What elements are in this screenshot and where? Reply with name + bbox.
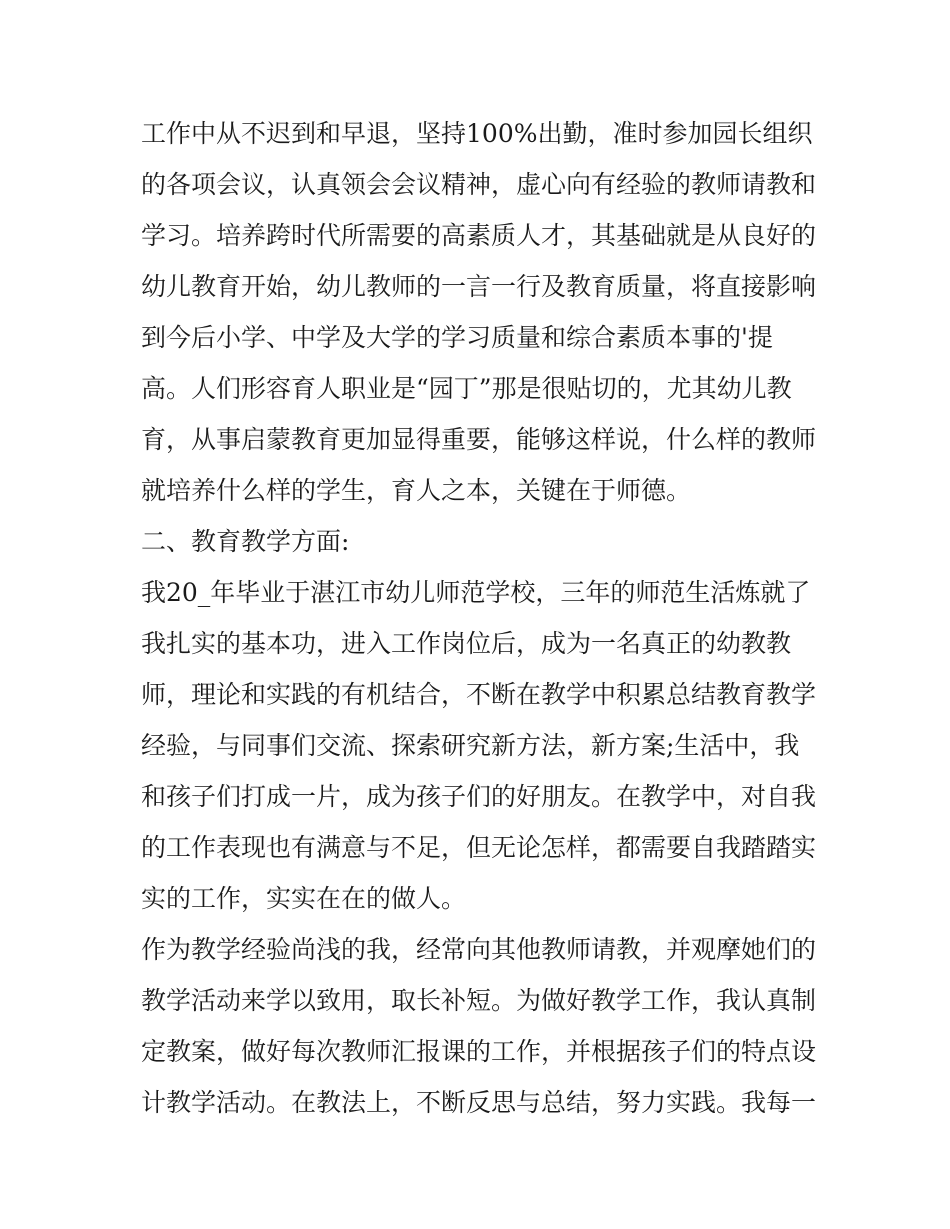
text-line: 计教学活动。在教法上，不断反思与总结，努力实践。我每一 [141, 1088, 817, 1117]
body-text [141, 108, 831, 1128]
text-line: 到今后小学、中学及大学的学习质量和综合素质本事的'提 [141, 323, 773, 352]
text-line: 的各项会议，认真领会会议精神，虚心向有经验的教师请教和 [141, 170, 817, 199]
text-line: 我20_年毕业于湛江市幼儿师范学校，三年的师范生活炼就了 [141, 578, 811, 607]
text-line: 育，从事启蒙教育更加显得重要，能够这样说，什么样的教师 [141, 425, 817, 454]
text-line: 高。人们形容育人职业是“园丁”那是很贴切的，尤其幼儿教 [141, 374, 792, 403]
text-line: 经验，与同事们交流、探索研究新方法，新方案;生活中，我 [141, 731, 800, 760]
text-line: 就培养什么样的学生，育人之本，关键在于师德。 [141, 476, 692, 505]
section-heading: 二、教育教学方面: [141, 527, 350, 556]
text-line: 幼儿教育开始，幼儿教师的一言一行及教育质量，将直接影响 [141, 272, 817, 301]
text-line: 和孩子们打成一片，成为孩子们的好朋友。在教学中，对自我 [141, 782, 817, 811]
text-line: 我扎实的基本功，进入工作岗位后，成为一名真正的幼教教 [141, 629, 792, 658]
text-line: 实的工作，实实在在的做人。 [141, 884, 467, 913]
text-line: 作为教学经验尚浅的我，经常向其他教师请教，并观摩她们的 [141, 935, 817, 964]
text-line: 定教案，做好每次教师汇报课的工作，并根据孩子们的特点设 [141, 1037, 817, 1066]
text-line: 学习。培养跨时代所需要的高素质人才，其基础就是从良好的 [141, 221, 817, 250]
text-line: 的工作表现也有满意与不足，但无论怎样，都需要自我踏踏实 [141, 833, 817, 862]
text-line: 教学活动来学以致用，取长补短。为做好教学工作，我认真制 [141, 986, 817, 1015]
text-line: 工作中从不迟到和早退，坚持100%出勤，准时参加园长组织 [141, 119, 813, 148]
text-line: 师，理论和实践的有机结合，不断在教学中积累总结教育教学 [141, 680, 817, 709]
